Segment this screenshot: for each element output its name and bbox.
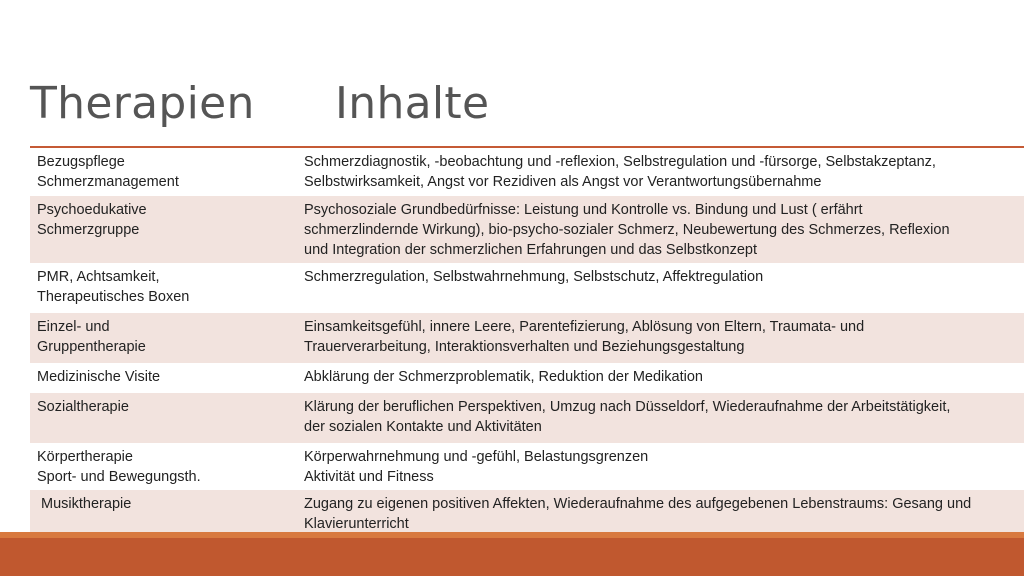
therapy-line: Sport- und Bewegungsth. [37, 469, 201, 485]
footer-band [0, 538, 1024, 576]
therapy-line: Schmerzgruppe [37, 222, 140, 238]
table-row [30, 393, 1024, 443]
content-line: Einsamkeitsgefühl, innere Leere, Parentefizierung, Ablösung von Eltern, Traumata- und [304, 319, 865, 335]
table-row [30, 313, 1024, 363]
therapy-line: Körpertherapie [37, 449, 133, 465]
therapy-cell [37, 447, 297, 487]
content-line: Aktivität und Fitness [304, 469, 434, 485]
table-row [30, 148, 1024, 196]
content-cell [304, 447, 1016, 487]
therapy-line: Schmerzmanagement [37, 174, 179, 190]
content-line: Schmerzregulation, Selbstwahrnehmung, Selbstschutz, Affektregulation [304, 269, 764, 285]
therapy-cell [37, 317, 297, 357]
title-inhalte: Inhalte [335, 78, 490, 129]
therapy-cell [37, 494, 297, 514]
content-line: schmerzlindernde Wirkung), bio-psycho-sozialer Schmerz, Neubewertung des Schmerzes, Reflexion [304, 222, 950, 238]
content-line: der sozialen Kontakte und Aktivitäten [304, 419, 542, 435]
content-line: Zugang zu eigenen positiven Affekten, Wiederaufnahme des aufgegebenen Lebenstraums: Gesang und [304, 496, 972, 512]
content-line: Körperwahrnehmung und -gefühl, Belastungsgrenzen [304, 449, 649, 465]
therapy-cell [37, 367, 297, 387]
content-cell [304, 200, 1016, 260]
content-cell [304, 367, 1016, 387]
content-cell [304, 317, 1016, 357]
content-line: Psychosoziale Grundbedürfnisse: Leistung und Kontrolle vs. Bindung und Lust ( erfährt [304, 202, 863, 218]
content-line: Klärung der beruflichen Perspektiven, Umzug nach Düsseldorf, Wiederaufnahme der Arbeitstätigkeit, [304, 399, 951, 415]
table-row [30, 490, 1024, 538]
therapy-line: Psychoedukative [37, 202, 147, 218]
content-cell [304, 267, 1016, 287]
therapy-line: Einzel- und [37, 319, 110, 335]
therapy-line: Sozialtherapie [37, 399, 129, 415]
table-row [30, 363, 1024, 393]
content-line: Trauerverarbeitung, Interaktionsverhalten und Beziehungsgestaltung [304, 339, 745, 355]
content-cell [304, 397, 1016, 437]
therapy-cell [37, 267, 297, 307]
content-cell [304, 494, 1016, 534]
table-row [30, 443, 1024, 490]
content-cell [304, 152, 1016, 192]
table-row [30, 263, 1024, 313]
table-row [30, 196, 1024, 263]
title-therapien: Therapien [30, 78, 255, 129]
content-line: Abklärung der Schmerzproblematik, Reduktion der Medikation [304, 369, 703, 385]
therapy-cell [37, 152, 297, 192]
therapy-line: Bezugspflege [37, 154, 125, 170]
therapy-line: Musiktherapie [37, 496, 132, 512]
content-line: Selbstwirksamkeit, Angst vor Rezidiven als Angst vor Verantwortungsübernahme [304, 174, 822, 190]
slide-title [30, 78, 490, 129]
content-line: Klavierunterricht [304, 516, 409, 532]
therapy-cell [37, 200, 297, 240]
content-line: Schmerzdiagnostik, -beobachtung und -reflexion, Selbstregulation und -fürsorge, Selbstakzeptanz, [304, 154, 936, 170]
therapy-line: Medizinische Visite [37, 369, 161, 385]
therapy-cell [37, 397, 297, 417]
content-line: und Integration der schmerzlichen Erfahrungen und das Selbstkonzept [304, 242, 758, 258]
therapy-line: Gruppentherapie [37, 339, 146, 355]
therapy-line: Therapeutisches Boxen [37, 289, 190, 305]
therapy-line: PMR, Achtsamkeit, [37, 269, 160, 285]
